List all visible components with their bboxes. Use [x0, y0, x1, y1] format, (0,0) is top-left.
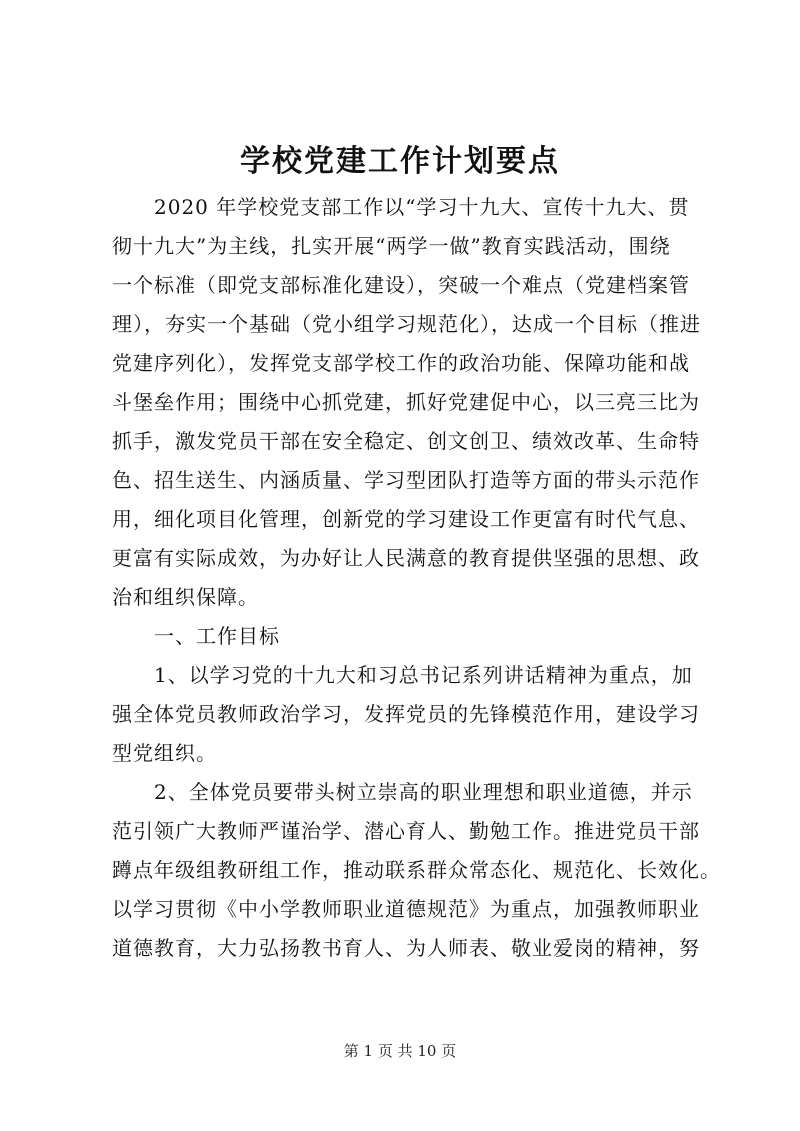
- text-line: 色、招生送生、内涵质量、学习型团队打造等方面的带头示范作: [112, 468, 700, 492]
- text-line: 彻十九大”为主线，扎实开展“两学一做”教育实践活动，围绕: [112, 234, 671, 258]
- text-line: 道德教育，大力弘扬教书育人、为人师表、敬业爱岗的精神，努: [112, 936, 700, 960]
- text-line: 以学习贯彻《中小学教师职业道德规范》为重点，加强教师职业: [112, 897, 700, 921]
- document-title: 学校党建工作计划要点: [240, 144, 560, 179]
- text-line: 更富有实际成效，为办好让人民满意的教育提供坚强的思想、政: [112, 546, 700, 570]
- document-body: [112, 188, 721, 968]
- text-line: 理），夯实一个基础（党小组学习规范化），达成一个目标（推进: [112, 312, 701, 336]
- text-line: 2、全体党员要带头树立崇高的职业理想和职业道德，并示: [112, 780, 693, 804]
- text-line: 型党组织。: [112, 741, 217, 765]
- text-line: 一个标准（即党支部标准化建设），突破一个难点（党建档案管: [112, 273, 690, 297]
- text-line: 斗堡垒作用；围绕中心抓党建，抓好党建促中心，以三亮三比为: [112, 390, 700, 414]
- text-line: 蹲点年级组教研组工作，推动联系群众常态化、规范化、长效化。: [112, 858, 721, 882]
- section-heading: 一、工作目标: [112, 624, 280, 648]
- page-number-footer: 第 1 页 共 10 页: [343, 1042, 457, 1060]
- text-line: 党建序列化），发挥党支部学校工作的政治功能、保障功能和战: [112, 351, 690, 375]
- text-line: 抓手，激发党员干部在安全稳定、创文创卫、绩效改革、生命特: [112, 429, 700, 453]
- text-line: 2020 年学校党支部工作以“学习十九大、宣传十九大、贯: [112, 195, 690, 219]
- text-line: 1、以学习党的十九大和习总书记系列讲话精神为重点，加: [112, 663, 693, 687]
- text-line: 用，细化项目化管理，创新党的学习建设工作更富有时代气息、: [112, 507, 700, 531]
- text-line: 强全体党员教师政治学习，发挥党员的先锋模范作用，建设学习: [112, 702, 700, 726]
- text-line: 范引领广大教师严谨治学、潜心育人、勤勉工作。推进党员干部: [112, 819, 700, 843]
- text-line: 治和组织保障。: [112, 585, 259, 609]
